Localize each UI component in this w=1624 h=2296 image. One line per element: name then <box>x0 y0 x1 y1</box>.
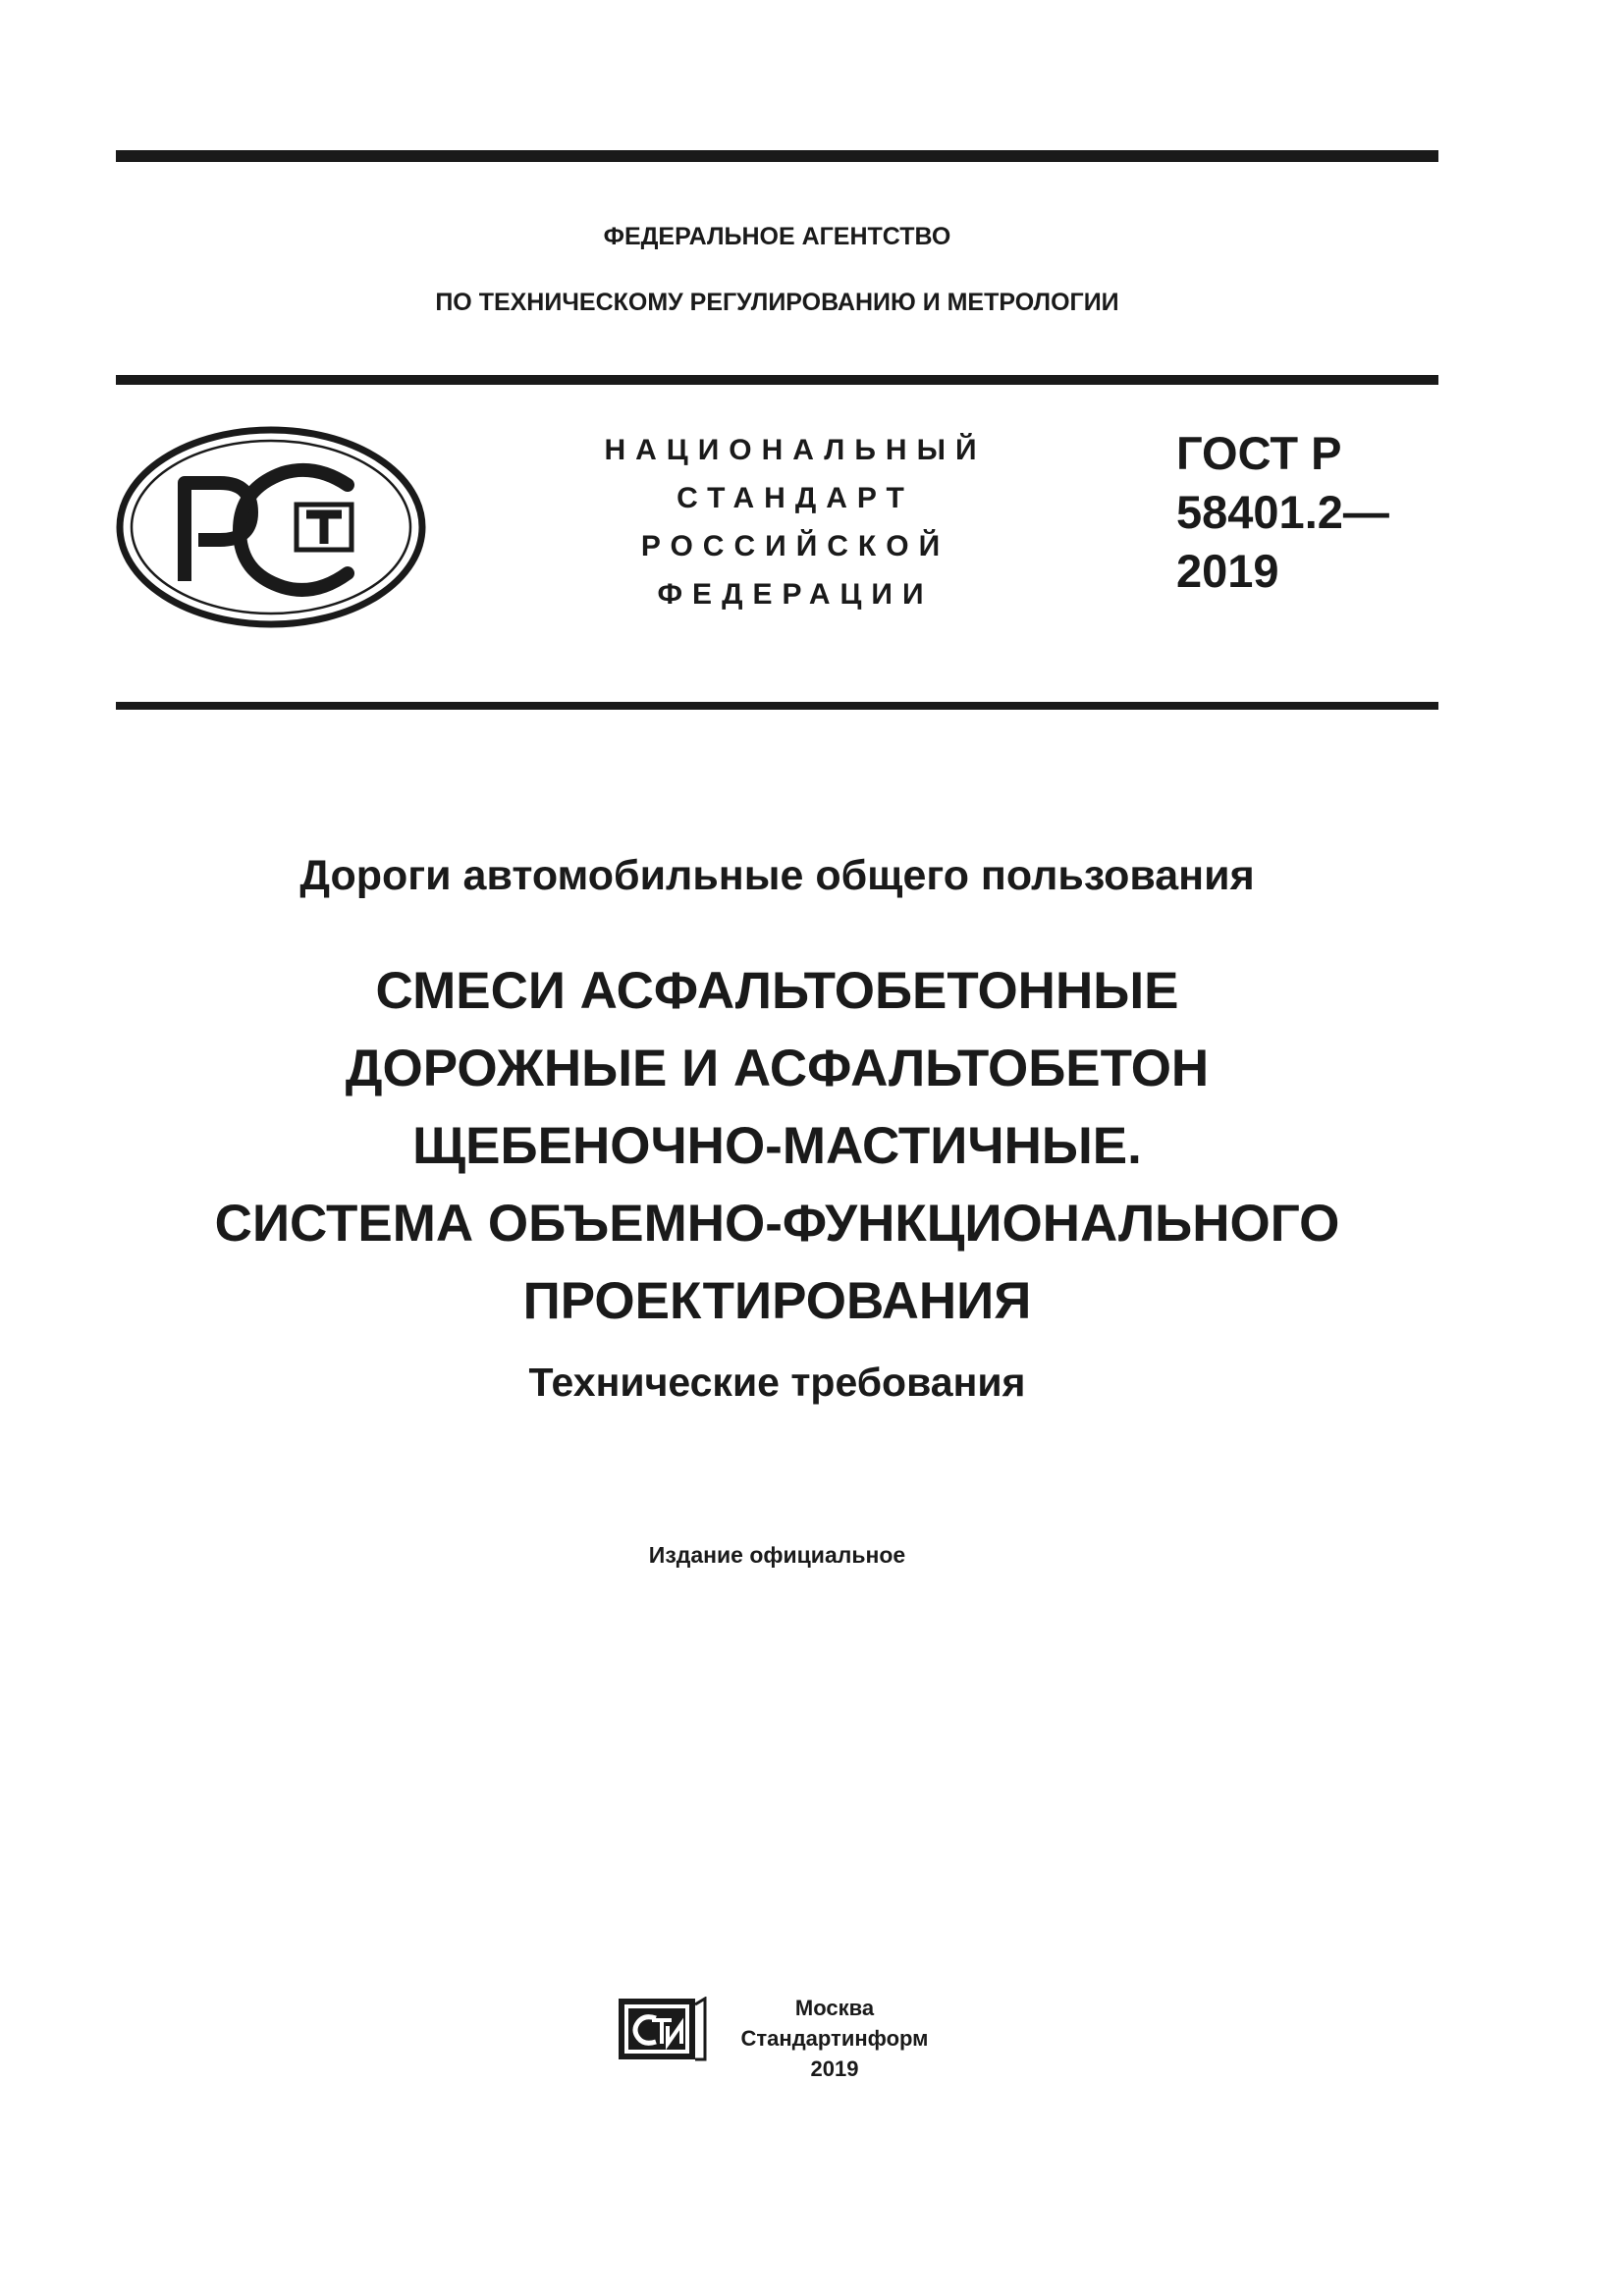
publisher-name: Стандартинформ <box>740 2026 929 2051</box>
natstd-line-1: НАЦИОНАЛЬНЫЙ <box>604 434 987 466</box>
document-subject: Дороги автомобильные общего пользования <box>299 852 1255 899</box>
title-line-1: СМЕСИ АСФАЛЬТОБЕТОННЫЕ <box>375 962 1179 1020</box>
publisher-year: 2019 <box>810 2056 859 2081</box>
natstd-line-3: РОССИЙСКОЙ <box>640 530 950 562</box>
top-rule <box>116 150 1438 162</box>
header-rule <box>116 375 1438 385</box>
publisher-block <box>727 1993 943 2084</box>
standartinform-logo-icon <box>617 1997 707 2065</box>
rst-logo-text: РСТ <box>271 620 273 621</box>
publisher-city: Москва <box>794 1996 875 2020</box>
title-line-2: ДОРОЖНЫЕ И АСФАЛЬТОБЕТОН <box>345 1040 1210 1097</box>
edition-label: Издание официальное <box>648 1542 906 1568</box>
title-line-5: ПРОЕКТИРОВАНИЯ <box>522 1272 1032 1330</box>
agency-line-2: ПО ТЕХНИЧЕСКОМУ РЕГУЛИРОВАНИЮ И МЕТРОЛОГИИ <box>435 289 1119 316</box>
natstd-line-2: СТАНДАРТ <box>677 482 914 514</box>
agency-line-1: ФЕДЕРАЛЬНОЕ АГЕНТСТВО <box>603 223 951 250</box>
designation-line-1: ГОСТ Р <box>1176 427 1342 479</box>
document-title <box>116 952 1438 1340</box>
document-requirements: Технические требования <box>528 1360 1026 1405</box>
rst-logo-icon <box>114 424 428 630</box>
title-line-4: СИСТЕМА ОБЪЕМНО-ФУНКЦИОНАЛЬНОГО <box>214 1195 1340 1253</box>
designation-line-3: 2019 <box>1176 545 1279 597</box>
title-line-3: ЩЕБЕНОЧНО-МАСТИЧНЫЕ. <box>412 1117 1142 1175</box>
designation-line-2: 58401.2— <box>1176 486 1389 538</box>
national-standard-label <box>550 426 1041 618</box>
header-bottom-rule <box>116 702 1438 710</box>
standartinform-logo-text: СТИ <box>662 2063 665 2064</box>
standard-designation <box>1176 424 1389 601</box>
natstd-line-4: ФЕДЕРАЦИИ <box>657 578 934 611</box>
